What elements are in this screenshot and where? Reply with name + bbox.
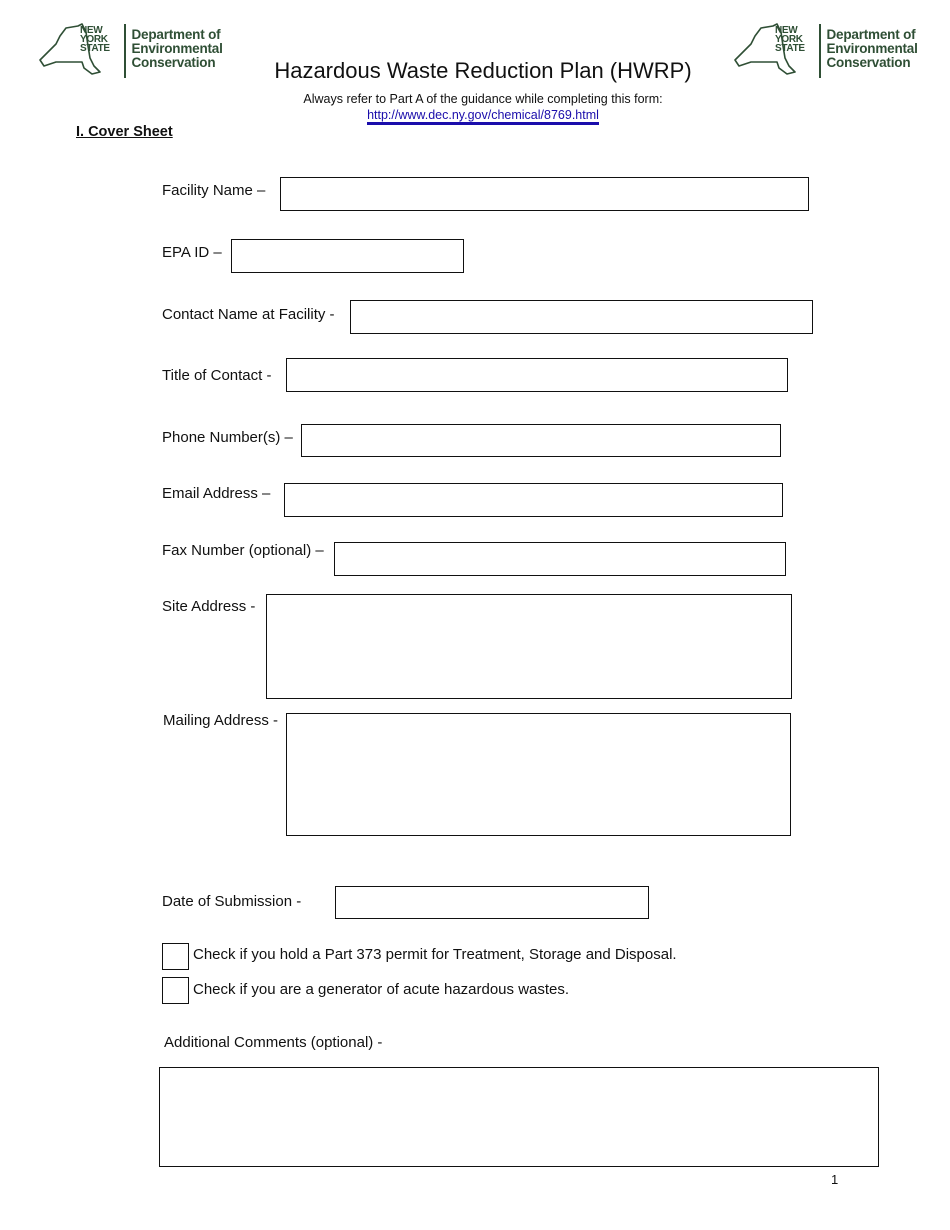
site-address-label: Site Address - bbox=[162, 598, 256, 615]
part373-checkbox[interactable] bbox=[162, 943, 189, 970]
facility-name-label: Facility Name – bbox=[162, 182, 266, 199]
logo-dept-line: Environmental bbox=[131, 41, 223, 56]
site-address-input[interactable] bbox=[266, 594, 792, 699]
phone-input[interactable] bbox=[301, 424, 781, 457]
logo-state-line: YORK bbox=[775, 34, 803, 45]
epa-id-input[interactable] bbox=[231, 239, 464, 273]
epa-id-label: EPA ID – bbox=[162, 244, 222, 261]
logo-state-line: NEW bbox=[775, 25, 798, 36]
part373-checkbox-label: Check if you hold a Part 373 permit for Treatment, Storage and Disposal. bbox=[193, 946, 677, 963]
page-title: Hazardous Waste Reduction Plan (HWRP) bbox=[274, 58, 692, 83]
mailing-address-label: Mailing Address - bbox=[163, 712, 279, 729]
section-title: I. Cover Sheet bbox=[76, 124, 173, 140]
mailing-address-input[interactable] bbox=[286, 713, 791, 836]
logo-dept-line: Environmental bbox=[826, 41, 918, 56]
logo-dept-line: Conservation bbox=[131, 55, 216, 70]
logo-dept-line: Conservation bbox=[826, 55, 911, 70]
email-label: Email Address – bbox=[162, 485, 271, 502]
logo-dept-line: Department of bbox=[131, 27, 221, 42]
title-of-contact-input[interactable] bbox=[286, 358, 788, 392]
fax-label: Fax Number (optional) – bbox=[162, 542, 324, 559]
logo-dept-line: Department of bbox=[826, 27, 916, 42]
contact-name-label: Contact Name at Facility - bbox=[162, 306, 335, 323]
date-of-submission-input[interactable] bbox=[335, 886, 649, 919]
phone-label: Phone Number(s) – bbox=[162, 429, 293, 446]
logo-state-line: STATE bbox=[775, 43, 805, 54]
guidance-link[interactable]: http://www.dec.ny.gov/chemical/8769.html bbox=[367, 108, 599, 125]
acute-waste-checkbox[interactable] bbox=[162, 977, 189, 1004]
acute-waste-checkbox-label: Check if you are a generator of acute hazardous wastes. bbox=[193, 981, 570, 998]
guidance-note: Always refer to Part A of the guidance while completing this form: bbox=[303, 92, 663, 106]
additional-comments-input[interactable] bbox=[159, 1067, 879, 1167]
logo-state-line: NEW bbox=[80, 25, 103, 36]
date-of-submission-label: Date of Submission - bbox=[162, 893, 302, 910]
email-input[interactable] bbox=[284, 483, 783, 517]
additional-comments-label: Additional Comments (optional) - bbox=[164, 1034, 383, 1051]
page-number: 1 bbox=[831, 1172, 839, 1187]
logo-state-line: STATE bbox=[80, 43, 110, 54]
title-of-contact-label: Title of Contact - bbox=[162, 367, 272, 384]
fax-input[interactable] bbox=[334, 542, 786, 576]
contact-name-input[interactable] bbox=[350, 300, 813, 334]
facility-name-input[interactable] bbox=[280, 177, 809, 211]
logo-state-line: YORK bbox=[80, 34, 108, 45]
